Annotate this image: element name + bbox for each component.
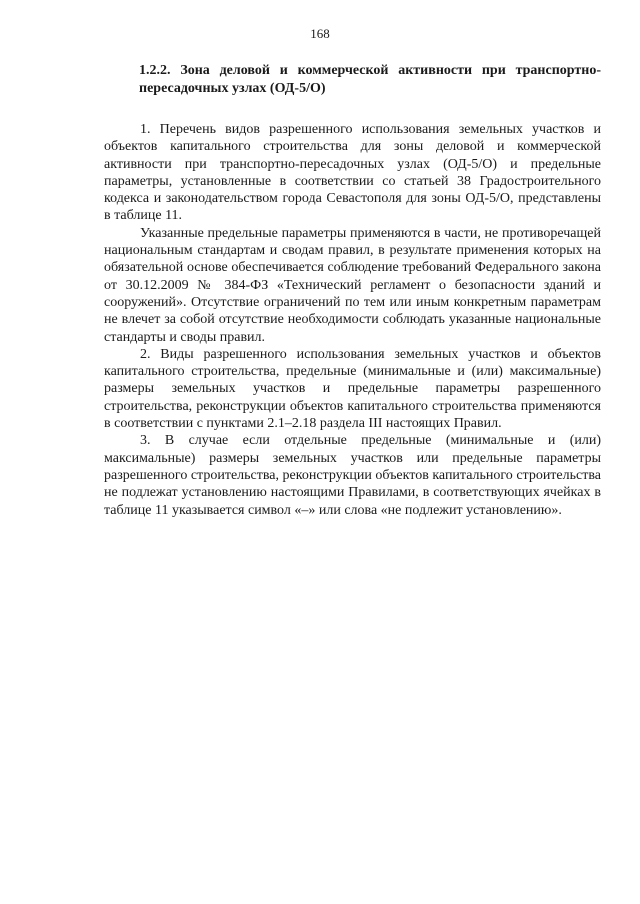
page-number: 168 bbox=[310, 26, 330, 41]
paragraph-2: Указанные предельные параметры применяются в части, не противоречащей национальным стандартам и сводам правил, в результате применения которых на обязательной основе обеспечивается соблюдение требований Федерального закона от 30.12.2009 № 384-ФЗ «Технический регламент о безопасности зданий и сооружений». Отсутствие ограничений по тем или иным конкретным параметрам не влечет за собой отсутствие необходимости соблюдать указанные национальные стандарты и своды правил. bbox=[104, 225, 601, 345]
paragraph-3: 2. Виды разрешенного использования земельных участков и объектов капитального строительства, предельные (минимальные и (или) максимальные) размеры земельных участков и предельные параметры разрешенного строительства, реконструкции объектов капитального строительства применяются в соответствии с пунктами 2.1–2.18 раздела III настоящих Правил. bbox=[104, 346, 601, 432]
paragraph-1: 1. Перечень видов разрешенного использования земельных участков и объектов капитального строительства для зоны деловой и коммерческой активности при транспортно-пересадочных узлах (ОД-5/О) и предельные параметры, установленные в соответствии со статьей 38 Градостроительного кодекса и законодательством города Севастополя для зоны ОД-5/О, представлены в таблице 11. bbox=[104, 122, 601, 224]
section-heading: 1.2.2. Зона деловой и коммерческой активности при транспортно-пересадочных узлах (ОД-5/О) bbox=[139, 63, 601, 96]
paragraph-4: 3. В случае если отдельные предельные (минимальные и (или) максимальные) размеры земельных участков или предельные параметры разрешенного строительства, реконструкции объектов капитального строительства не подлежат установлению настоящими Правилами, в соответствующих ячейках в таблице 11 указывается символ «–» или слова «не подлежит установлению». bbox=[104, 433, 601, 518]
document-body bbox=[104, 121, 601, 519]
